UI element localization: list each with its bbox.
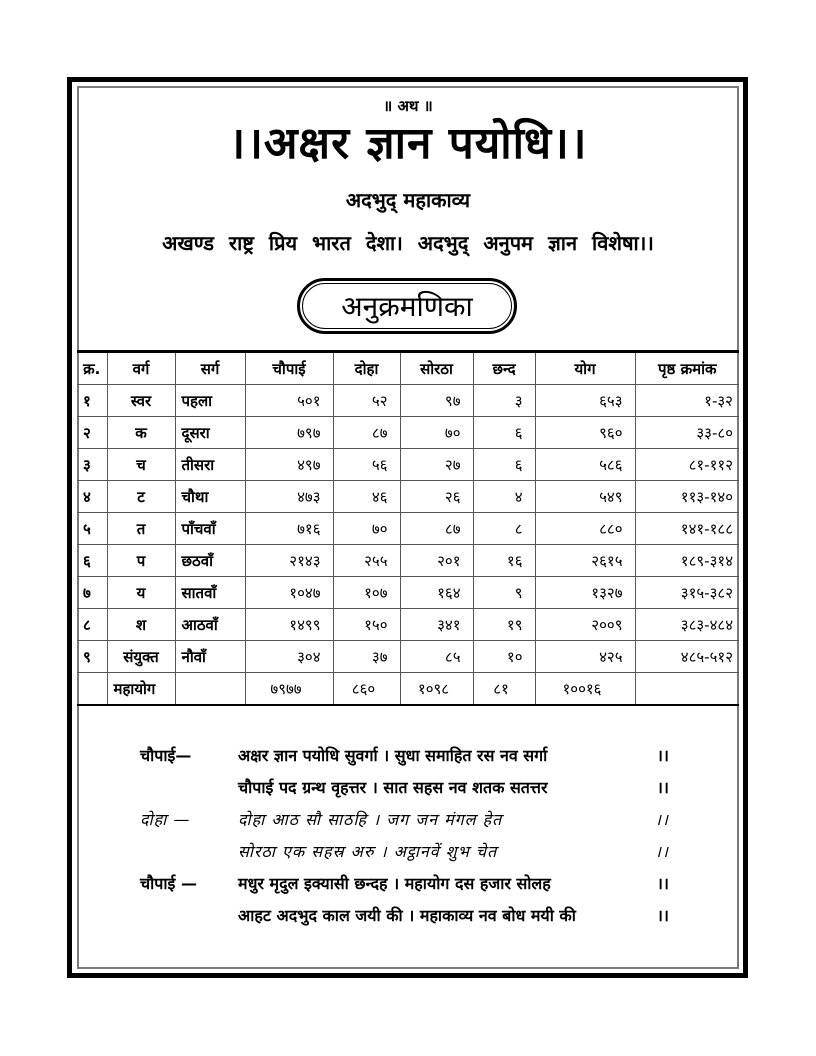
cell-chhand: ८१ (473, 673, 535, 706)
verse-text: अक्षर ज्ञान पयोधि सुवर्गा । सुधा समाहित रस नव सर्गा (238, 746, 548, 765)
cell-sarg: आठवाँ (175, 609, 245, 641)
col-header-varg: वर्ग (107, 352, 175, 385)
cell-serial: ६ (77, 545, 107, 577)
table-total-row (77, 673, 739, 706)
cell-varg: च (107, 449, 175, 481)
cell-page-range (635, 673, 739, 706)
cell-doha: २५५ (333, 545, 400, 577)
tagline-verse: अखण्ड राष्ट्र प्रिय भारत देशा। अदभुद् अनुपम ज्ञान विशेषा।। (162, 231, 654, 255)
cell-sortha: ८७ (400, 513, 473, 545)
cell-chaupai: ४९७ (245, 449, 333, 481)
cell-varg: महायोग (107, 673, 175, 706)
cell-yog: ४२५ (535, 641, 635, 673)
cell-chaupai: ७९७ (245, 417, 333, 449)
cell-page-range: ४८५-५१२ (635, 641, 739, 673)
cell-yog: ६५३ (535, 385, 635, 417)
table-row (77, 513, 739, 545)
cell-page-range: ११३-१४० (635, 481, 739, 513)
verse-end-mark: ।। (654, 842, 669, 861)
section-badge-label: अनुक्रमणिका (341, 290, 473, 323)
col-header-doha: दोहा (333, 352, 400, 385)
cell-page-range: १८९-३१४ (635, 545, 739, 577)
cell-sortha: ८५ (400, 641, 473, 673)
cell-chaupai: ३०४ (245, 641, 333, 673)
cell-page-range: १४१-१८८ (635, 513, 739, 545)
cell-varg: प (107, 545, 175, 577)
cell-yog: ५४९ (535, 481, 635, 513)
cell-serial: २ (77, 417, 107, 449)
cell-serial: ४ (77, 481, 107, 513)
col-header-sortha: सोरठा (400, 352, 473, 385)
cell-yog: ९६० (535, 417, 635, 449)
verse-line (77, 836, 739, 868)
verse-label: चौपाई — (140, 874, 197, 893)
invocation-atha: ॥ अथ ॥ (383, 97, 433, 115)
cell-doha: ८७ (333, 417, 400, 449)
cell-chhand: ३ (473, 385, 535, 417)
verse-line (77, 740, 739, 772)
table-header-row (77, 352, 739, 385)
cell-serial: ७ (77, 577, 107, 609)
cell-sarg: पाँचवाँ (175, 513, 245, 545)
cell-sarg: नौवाँ (175, 641, 245, 673)
cell-page-range: ८१-११२ (635, 449, 739, 481)
cell-sortha: ३४१ (400, 609, 473, 641)
cell-yog: ८८० (535, 513, 635, 545)
cell-chhand: १६ (473, 545, 535, 577)
cell-doha: ७० (333, 513, 400, 545)
cell-page-range: ३८३-४८४ (635, 609, 739, 641)
cell-sarg: दूसरा (175, 417, 245, 449)
cell-varg: क (107, 417, 175, 449)
table-row (77, 481, 739, 513)
cell-sarg: छठवाँ (175, 545, 245, 577)
verse-label: चौपाई— (140, 746, 192, 765)
section-badge (297, 278, 517, 334)
cell-chhand: ६ (473, 417, 535, 449)
cell-chaupai: ७१६ (245, 513, 333, 545)
col-header-chhand: छन्द (473, 352, 535, 385)
verse-text: मधुर मृदुल इक्यासी छन्दह । महायोग दस हजार सोलह (238, 874, 551, 893)
table-row (77, 449, 739, 481)
cell-serial: ५ (77, 513, 107, 545)
cell-yog: ५८६ (535, 449, 635, 481)
cell-page-range: ३३-८० (635, 417, 739, 449)
verse-line (77, 900, 739, 932)
cell-chhand: ६ (473, 449, 535, 481)
cell-chhand: ८ (473, 513, 535, 545)
cell-sarg: चौथा (175, 481, 245, 513)
col-header-serial: क्र. (77, 352, 107, 385)
cell-sarg: पहला (175, 385, 245, 417)
cell-serial: १ (77, 385, 107, 417)
table-row (77, 385, 739, 417)
cell-yog: १३२७ (535, 577, 635, 609)
cell-doha: १५० (333, 609, 400, 641)
cell-page-range: १-३२ (635, 385, 739, 417)
verse-end-mark: ।। (656, 906, 669, 925)
cell-serial: ३ (77, 449, 107, 481)
col-header-page-range: पृष्ठ क्रमांक (635, 352, 739, 385)
verse-end-mark: ।। (654, 810, 669, 829)
cell-doha: ५२ (333, 385, 400, 417)
cell-chaupai: ४७३ (245, 481, 333, 513)
table-row (77, 417, 739, 449)
cell-doha: ४६ (333, 481, 400, 513)
cell-sarg: सातवाँ (175, 577, 245, 609)
index-table (77, 350, 739, 706)
cell-sarg: तीसरा (175, 449, 245, 481)
verse-text: आहट अदभुद काल जयी की । महाकाव्य नव बोध मयी की (238, 906, 576, 925)
cell-yog: २००९ (535, 609, 635, 641)
verse-text: सोरठा एक सहस्र अरु । अट्ठानवें शुभ चेत (238, 842, 498, 861)
verse-end-mark: ।। (656, 746, 669, 765)
page-subtitle: अदभुद् महाकाव्य (345, 188, 471, 212)
table-row (77, 641, 739, 673)
cell-serial (77, 673, 107, 706)
cell-chaupai: १४९९ (245, 609, 333, 641)
cell-varg: स्वर (107, 385, 175, 417)
verse-text: चौपाई पद ग्रन्थ वृहत्तर । सात सहस नव शतक सतत्तर (238, 778, 548, 797)
cell-yog: १००१६ (535, 673, 635, 706)
cell-page-range: ३१५-३८२ (635, 577, 739, 609)
verse-line (77, 772, 739, 804)
cell-sarg (175, 673, 245, 706)
verse-line (77, 804, 739, 836)
cell-sortha: ७० (400, 417, 473, 449)
cell-sortha: १०९८ (400, 673, 473, 706)
cell-sortha: २६ (400, 481, 473, 513)
cell-varg: श (107, 609, 175, 641)
cell-chhand: १० (473, 641, 535, 673)
col-header-yog: योग (535, 352, 635, 385)
cell-yog: २६१५ (535, 545, 635, 577)
cell-varg: संयुक्त (107, 641, 175, 673)
cell-chaupai: ७९७७ (245, 673, 333, 706)
cell-chaupai: २१४३ (245, 545, 333, 577)
page-title: ।।अक्षर ज्ञान पयोधि।। (228, 118, 588, 169)
cell-sortha: ९७ (400, 385, 473, 417)
cell-doha: १०७ (333, 577, 400, 609)
verse-text: दोहा आठ सौ साठहि । जग जन मंगल हेत (238, 810, 503, 829)
cell-chaupai: ५०१ (245, 385, 333, 417)
col-header-sarg: सर्ग (175, 352, 245, 385)
cell-chaupai: १०४७ (245, 577, 333, 609)
verse-label: दोहा — (140, 810, 191, 829)
cell-sortha: २७ (400, 449, 473, 481)
verse-end-mark: ।। (656, 874, 669, 893)
cell-varg: य (107, 577, 175, 609)
cell-varg: ट (107, 481, 175, 513)
verse-end-mark: ।। (656, 778, 669, 797)
table-row (77, 577, 739, 609)
cell-serial: ८ (77, 609, 107, 641)
cell-sortha: २०१ (400, 545, 473, 577)
cell-chhand: १९ (473, 609, 535, 641)
verse-line (77, 868, 739, 900)
verses-block (77, 740, 739, 932)
col-header-chaupai: चौपाई (245, 352, 333, 385)
table-row (77, 545, 739, 577)
cell-doha: ८६० (333, 673, 400, 706)
cell-varg: त (107, 513, 175, 545)
table-row (77, 609, 739, 641)
cell-doha: ३७ (333, 641, 400, 673)
cell-doha: ५६ (333, 449, 400, 481)
cell-chhand: ४ (473, 481, 535, 513)
cell-chhand: ९ (473, 577, 535, 609)
cell-serial: ९ (77, 641, 107, 673)
cell-sortha: १६४ (400, 577, 473, 609)
